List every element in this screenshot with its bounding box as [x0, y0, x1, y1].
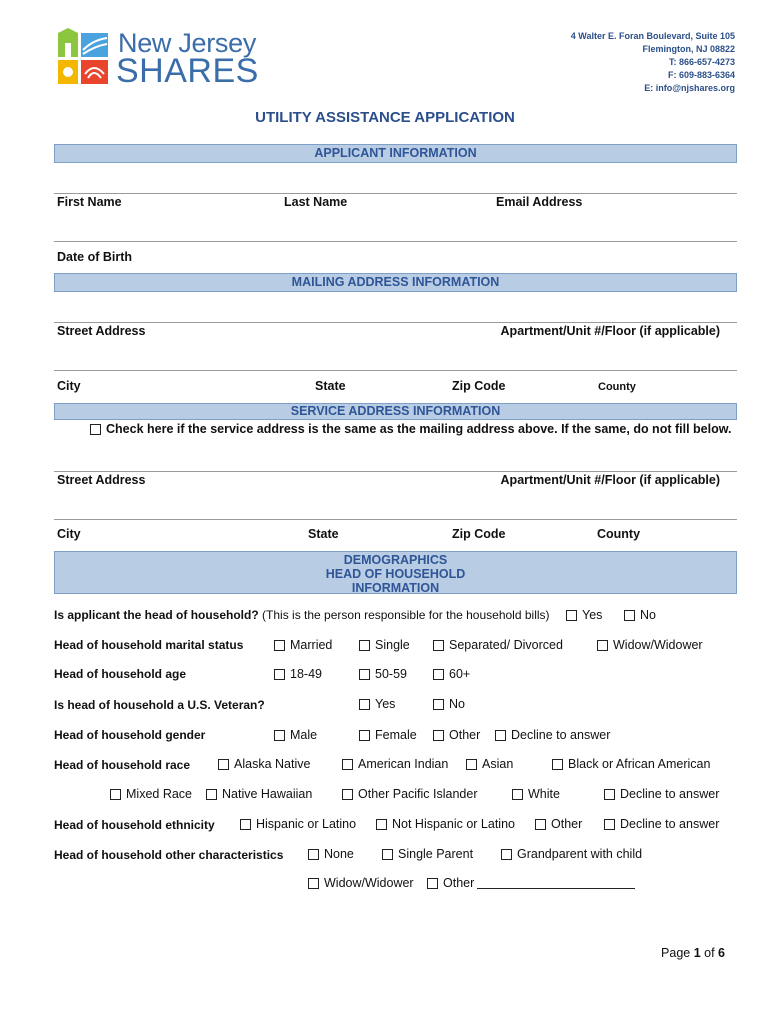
divider — [54, 241, 737, 242]
same-address-option[interactable] — [90, 422, 731, 436]
mailing-apt-label: Apartment/Unit #/Floor (if applicable) — [500, 324, 720, 338]
service-county-label: County — [597, 527, 641, 541]
veteran-yes-label: Yes — [375, 697, 396, 711]
native-hawaiian-option[interactable] — [206, 787, 312, 801]
not-hispanic-option[interactable] — [376, 817, 515, 831]
applicant-section-header: APPLICANT INFORMATION — [54, 144, 737, 163]
service-street-label: Street Address — [57, 473, 146, 487]
service-state-label: State — [308, 527, 339, 541]
service-section-header: SERVICE ADDRESS INFORMATION — [54, 403, 737, 420]
pacific-islander-label: Other Pacific Islander — [358, 787, 478, 801]
other-characteristics-question: Head of household other characteristics — [54, 848, 284, 862]
married-option[interactable] — [274, 638, 332, 652]
age-question: Head of household age — [54, 667, 187, 681]
age-60-plus-checkbox[interactable] — [433, 669, 444, 680]
mixed-race-option[interactable] — [110, 787, 192, 801]
mailing-street-label: Street Address — [57, 324, 146, 338]
alaska-native-label: Alaska Native — [234, 757, 311, 771]
asian-option[interactable] — [466, 757, 513, 771]
age-60-plus-option[interactable] — [433, 667, 470, 681]
white-option[interactable] — [512, 787, 560, 801]
grandparent-label: Grandparent with child — [517, 847, 643, 861]
mailing-county-label: County — [598, 381, 636, 393]
grandparent-option[interactable] — [501, 847, 642, 861]
pacific-islander-checkbox[interactable] — [342, 789, 353, 800]
ethnicity-other-checkbox[interactable] — [535, 819, 546, 830]
marital-question: Head of household marital status — [54, 638, 244, 652]
gender-other-checkbox[interactable] — [433, 730, 444, 741]
female-option[interactable] — [359, 728, 417, 742]
same-address-label: Check here if the service address is the same as the mailing address above. If the same, do not fill below. — [106, 422, 732, 436]
other2-fill-line[interactable] — [477, 877, 635, 889]
widow2-label: Widow/Widower — [324, 876, 414, 890]
widow-option[interactable] — [597, 638, 703, 652]
american-indian-option[interactable] — [342, 757, 448, 771]
american-indian-label: American Indian — [358, 757, 449, 771]
hispanic-checkbox[interactable] — [240, 819, 251, 830]
age-50-59-option[interactable] — [359, 667, 407, 681]
first-name-label: First Name — [57, 195, 122, 209]
single-checkbox[interactable] — [359, 640, 370, 651]
widow-checkbox[interactable] — [597, 640, 608, 651]
demographics-header-line1: DEMOGRAPHICS — [343, 553, 448, 567]
logo-text-line1: New Jersey — [118, 28, 257, 58]
head-yes-label: Yes — [582, 608, 603, 622]
veteran-no-checkbox[interactable] — [433, 699, 444, 710]
pacific-islander-option[interactable] — [342, 787, 478, 801]
ethnicity-other-option[interactable] — [535, 817, 582, 831]
phone: T: 866-657-4273 — [668, 57, 735, 67]
hispanic-label: Hispanic or Latino — [256, 817, 357, 831]
female-checkbox[interactable] — [359, 730, 370, 741]
mixed-race-checkbox[interactable] — [110, 789, 121, 800]
demographics-header-line2: HEAD OF HOUSEHOLD — [325, 567, 466, 581]
gender-decline-checkbox[interactable] — [495, 730, 506, 741]
page-total: 6 — [718, 946, 725, 960]
mailing-section-header: MAILING ADDRESS INFORMATION — [54, 273, 737, 292]
alaska-native-checkbox[interactable] — [218, 759, 229, 770]
other2-label: Other — [443, 876, 475, 890]
none-checkbox[interactable] — [308, 849, 319, 860]
divider — [54, 471, 737, 472]
married-label: Married — [290, 638, 333, 652]
gender-other-label: Other — [449, 728, 481, 742]
black-checkbox[interactable] — [552, 759, 563, 770]
contact-block — [571, 30, 735, 95]
head-no-checkbox[interactable] — [624, 610, 635, 621]
mailing-state-label: State — [315, 379, 346, 393]
ethnicity-decline-label: Decline to answer — [620, 817, 720, 831]
logo-text-line2: SHARES — [116, 52, 259, 90]
race-question: Head of household race — [54, 758, 191, 772]
divider — [54, 519, 737, 520]
veteran-question: Is head of household a U.S. Veteran? — [54, 698, 265, 712]
age-18-49-checkbox[interactable] — [274, 669, 285, 680]
race-decline-option[interactable] — [604, 787, 719, 801]
mixed-race-label: Mixed Race — [126, 787, 192, 801]
widow-label: Widow/Widower — [613, 638, 703, 652]
ethnicity-question: Head of household ethnicity — [54, 818, 215, 832]
last-name-label: Last Name — [284, 195, 348, 209]
grandparent-checkbox[interactable] — [501, 849, 512, 860]
head-yes-checkbox[interactable] — [566, 610, 577, 621]
head-no-option[interactable] — [624, 608, 656, 622]
none-label: None — [324, 847, 354, 861]
gender-question: Head of household gender — [54, 728, 206, 742]
email-contact: E: info@njshares.org — [644, 83, 735, 93]
demographics-section-header — [54, 551, 737, 594]
page-number — [661, 946, 725, 960]
ethnicity-other-label: Other — [551, 817, 583, 831]
service-apt-label: Apartment/Unit #/Floor (if applicable) — [500, 473, 720, 487]
dob-label: Date of Birth — [57, 250, 132, 264]
divider — [54, 322, 737, 323]
page-title: UTILITY ASSISTANCE APPLICATION — [255, 109, 515, 126]
page-prefix: Page — [661, 946, 694, 960]
age-60-plus-label: 60+ — [449, 667, 471, 681]
page-current: 1 — [693, 946, 701, 960]
american-indian-checkbox[interactable] — [342, 759, 353, 770]
ethnicity-decline-option[interactable] — [604, 817, 719, 831]
veteran-no-label: No — [449, 697, 465, 711]
other2-checkbox[interactable] — [427, 878, 438, 889]
age-18-49-option[interactable] — [274, 667, 322, 681]
head-question-label: Is applicant the head of household? — [54, 608, 259, 622]
male-label: Male — [290, 728, 318, 742]
none-option[interactable] — [308, 847, 354, 861]
mailing-city-label: City — [57, 379, 81, 393]
page-sep: of — [700, 946, 719, 960]
demographics-header-line3: INFORMATION — [351, 581, 440, 595]
separated-option[interactable] — [433, 638, 563, 652]
asian-label: Asian — [482, 757, 514, 771]
black-label: Black or African American — [568, 757, 711, 771]
divider — [54, 370, 737, 371]
female-label: Female — [375, 728, 417, 742]
married-checkbox[interactable] — [274, 640, 285, 651]
male-checkbox[interactable] — [274, 730, 285, 741]
mailing-zip-label: Zip Code — [452, 379, 506, 393]
veteran-no-option[interactable] — [433, 697, 465, 711]
single-parent-checkbox[interactable] — [382, 849, 393, 860]
service-zip-label: Zip Code — [452, 527, 506, 541]
gender-decline-label: Decline to answer — [511, 728, 611, 742]
ethnicity-decline-checkbox[interactable] — [604, 819, 615, 830]
not-hispanic-checkbox[interactable] — [376, 819, 387, 830]
city-line: Flemington, NJ 08822 — [642, 44, 735, 54]
white-label: White — [528, 787, 560, 801]
race-decline-checkbox[interactable] — [604, 789, 615, 800]
single-parent-label: Single Parent — [398, 847, 474, 861]
head-of-household-question — [54, 608, 550, 622]
male-option[interactable] — [274, 728, 317, 742]
email-label: Email Address — [496, 195, 583, 209]
race-decline-label: Decline to answer — [620, 787, 720, 801]
same-address-checkbox[interactable] — [90, 424, 101, 435]
head-question-note: (This is the person responsible for the household bills) — [262, 608, 550, 622]
divider — [54, 193, 737, 194]
logo-mark-icon — [55, 28, 115, 88]
other2-option[interactable] — [427, 876, 635, 890]
native-hawaiian-checkbox[interactable] — [206, 789, 217, 800]
age-18-49-label: 18-49 — [290, 667, 322, 681]
gender-decline-option[interactable] — [495, 728, 610, 742]
single-label: Single — [375, 638, 410, 652]
age-50-59-label: 50-59 — [375, 667, 407, 681]
head-no-label: No — [640, 608, 656, 622]
veteran-yes-checkbox[interactable] — [359, 699, 370, 710]
head-yes-option[interactable] — [566, 608, 602, 622]
service-city-label: City — [57, 527, 81, 541]
separated-label: Separated/ Divorced — [449, 638, 563, 652]
asian-checkbox[interactable] — [466, 759, 477, 770]
address: 4 Walter E. Foran Boulevard, Suite 105 — [570, 31, 735, 41]
widow2-option[interactable] — [308, 876, 414, 890]
white-checkbox[interactable] — [512, 789, 523, 800]
not-hispanic-label: Not Hispanic or Latino — [392, 817, 515, 831]
age-50-59-checkbox[interactable] — [359, 669, 370, 680]
black-option[interactable] — [552, 757, 710, 771]
native-hawaiian-label: Native Hawaiian — [222, 787, 313, 801]
single-parent-option[interactable] — [382, 847, 473, 861]
veteran-yes-option[interactable] — [359, 697, 395, 711]
widow2-checkbox[interactable] — [308, 878, 319, 889]
alaska-native-option[interactable] — [218, 757, 310, 771]
single-option[interactable] — [359, 638, 410, 652]
separated-checkbox[interactable] — [433, 640, 444, 651]
gender-other-option[interactable] — [433, 728, 480, 742]
hispanic-option[interactable] — [240, 817, 356, 831]
fax: F: 609-883-6364 — [667, 70, 735, 80]
